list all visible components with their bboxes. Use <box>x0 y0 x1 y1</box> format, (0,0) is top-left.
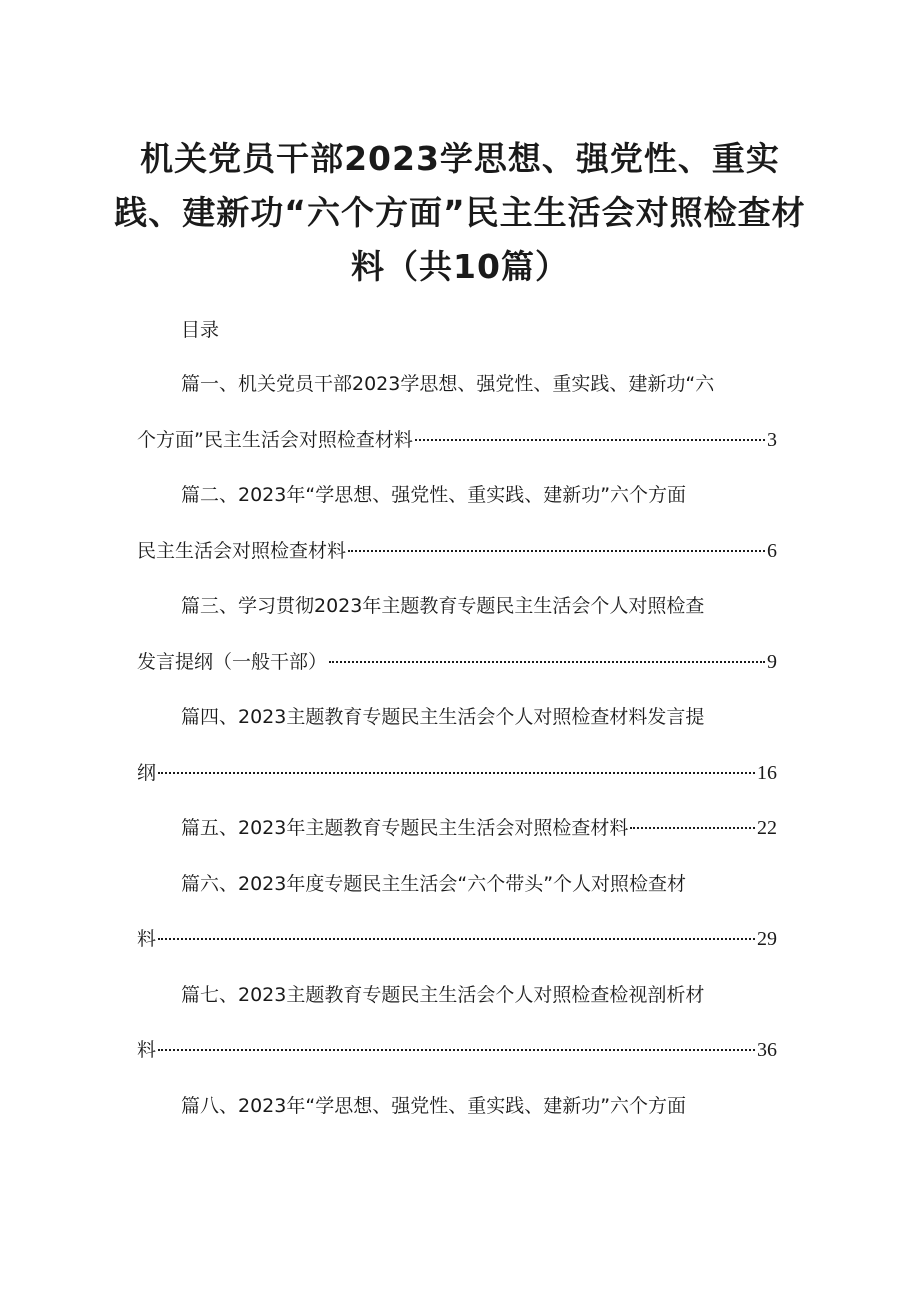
toc-page-number: 9 <box>767 650 777 673</box>
dot-leader <box>158 1049 755 1051</box>
toc-entry-title-cont: 民主生活会对照检查材料 <box>137 539 347 562</box>
dot-leader <box>630 827 755 829</box>
toc-entry[interactable] <box>137 693 777 804</box>
toc-entry-title: 篇八、2023年“学思想、强党性、重实践、建新功”六个方面 <box>181 1094 687 1117</box>
toc-page-number: 22 <box>757 817 777 839</box>
table-of-contents <box>137 360 777 1137</box>
toc-page-number: 16 <box>757 761 777 784</box>
toc-page-number: 6 <box>767 539 777 562</box>
document-title: 机关党员干部2023学思想、强党性、重实践、建新功“六个方面”民主生活会对照检查材料（共10篇） <box>114 139 806 286</box>
toc-entry-title: 篇七、2023主题教育专题民主生活会个人对照检查检视剖析材 <box>181 983 705 1006</box>
toc-entry[interactable] <box>137 860 777 971</box>
dot-leader <box>329 661 765 663</box>
toc-entry-title-cont: 发言提纲（一般干部） <box>137 650 328 673</box>
toc-entry-title: 篇二、2023年“学思想、强党性、重实践、建新功”六个方面 <box>181 484 687 506</box>
dot-leader <box>158 772 755 774</box>
toc-entry-title-cont: 料 <box>137 1039 157 1061</box>
toc-entry-title: 篇六、2023年度专题民主生活会“六个带头”个人对照检查材 <box>181 872 687 895</box>
dot-leader <box>415 439 765 441</box>
toc-entry[interactable] <box>137 971 777 1082</box>
toc-entry-title-cont: 料 <box>137 928 157 950</box>
dot-leader <box>348 550 765 552</box>
toc-entry-title: 篇四、2023主题教育专题民主生活会个人对照检查材料发言提 <box>181 706 705 728</box>
toc-entry[interactable] <box>137 471 777 582</box>
toc-entry[interactable] <box>137 360 777 471</box>
toc-page-number: 3 <box>767 428 777 451</box>
toc-label: 目录 <box>181 319 220 341</box>
toc-entry-title-cont: 纲 <box>137 761 157 784</box>
toc-entry-title-cont: 个方面”民主生活会对照检查材料 <box>137 428 413 451</box>
toc-entry[interactable] <box>137 582 777 693</box>
toc-entry-title: 篇五、2023年主题教育专题民主生活会对照检查材料 <box>181 817 629 839</box>
dot-leader <box>158 938 755 940</box>
toc-page-number: 29 <box>757 928 777 950</box>
toc-entry-title: 篇三、学习贯彻2023年主题教育专题民主生活会个人对照检查 <box>181 595 705 617</box>
toc-entry[interactable] <box>137 1082 777 1138</box>
toc-page-number: 36 <box>757 1039 777 1061</box>
toc-entry-title: 篇一、机关党员干部2023学思想、强党性、重实践、建新功“六 <box>181 373 715 395</box>
toc-entry[interactable] <box>137 804 777 860</box>
